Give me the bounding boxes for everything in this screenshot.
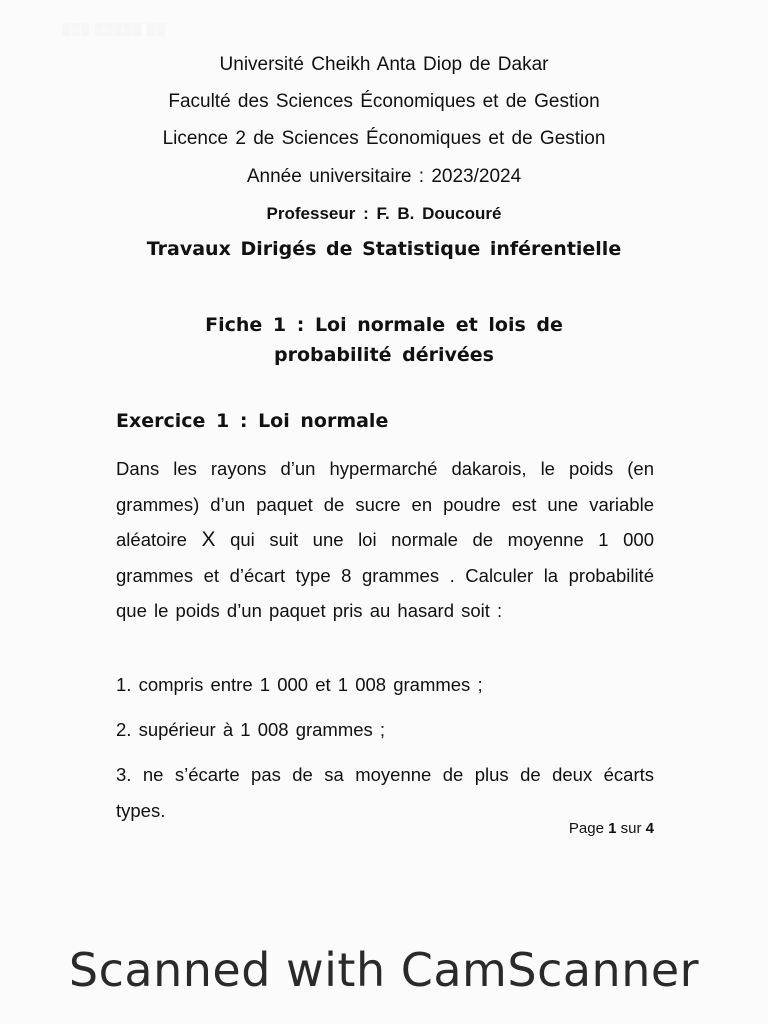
of-word: sur: [620, 820, 642, 837]
sheet-title: [0, 310, 768, 370]
scan-artifact: ▒▒▒ ▒▒▒▒▒ ▒▒: [62, 22, 166, 36]
statement-part-2: qui suit une loi normale de moyenne 1 000 grammes et d’écart type 8 grammes . Calculer la probabilité que le poids d’un paquet pris au hasard soit :: [116, 529, 654, 621]
page-current: 1: [608, 820, 617, 837]
university-name: Université Cheikh Anta Diop de Dakar: [219, 54, 549, 75]
faculty-name: Faculté des Sciences Économiques et de Gestion: [168, 91, 600, 112]
question-item-3: 3. ne s’écarte pas de sa moyenne de plus de deux écarts types.: [116, 764, 654, 821]
statement-part-1: Dans les rayons d’un hypermarché dakarois, le poids (en grammes) d’un paquet de sucre en poudre est une variable aléatoire: [116, 458, 654, 550]
page-number: [569, 820, 654, 837]
course-title: Travaux Dirigés de Statistique inférentielle: [146, 238, 622, 260]
sheet-title-line-1: Fiche 1 : Loi normale et lois de: [205, 314, 563, 336]
question-item-1: 1. compris entre 1 000 et 1 008 grammes ;: [116, 674, 483, 695]
exercise-title: Exercice 1 : Loi normale: [116, 410, 389, 432]
question-item-2: 2. supérieur à 1 008 grammes ;: [116, 719, 386, 740]
camscanner-watermark: Scanned with CamScanner: [68, 943, 700, 997]
professor-name: Professeur : F. B. Doucouré: [266, 204, 502, 223]
page-word: Page: [568, 820, 604, 837]
random-variable-x: X: [201, 528, 216, 551]
academic-year: Année universitaire : 2023/2024: [246, 166, 522, 187]
sheet-title-line-2: probabilité dérivées: [273, 344, 494, 366]
exercise-statement: [116, 451, 654, 629]
page-total: 4: [645, 820, 654, 837]
program-level: Licence 2 de Sciences Économiques et de Gestion: [162, 128, 606, 149]
